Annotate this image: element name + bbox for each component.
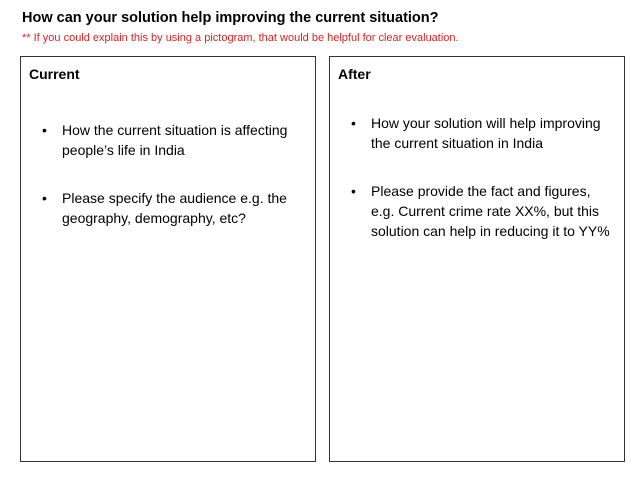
after-heading: After	[338, 66, 371, 82]
current-bullet-text: How the current situation is affecting people’s life in India	[62, 122, 288, 158]
current-panel	[20, 56, 316, 462]
after-bullet-item	[344, 113, 614, 153]
current-bullet-text: Please specify the audience e.g. the geography, demography, etc?	[62, 190, 287, 226]
page-title: How can your solution help improving the current situation?	[22, 10, 439, 26]
after-bullet-text: Please provide the fact and figures, e.g. Current crime rate XX%, but this solution can help in reducing it to YY%	[371, 183, 610, 239]
current-heading: Current	[29, 66, 80, 82]
evaluation-note: ** If you could explain this by using a pictogram, that would be helpful for clear evaluation.	[22, 32, 459, 44]
after-bullet-text: How your solution will help improving the current situation in India	[371, 115, 601, 151]
current-bullet-item	[35, 188, 305, 228]
bullet-icon: •	[42, 190, 47, 206]
after-bullet-item	[344, 181, 614, 241]
after-bullet-list	[344, 113, 614, 269]
bullet-icon: •	[351, 183, 356, 199]
current-bullet-list	[35, 120, 305, 256]
after-panel	[329, 56, 625, 462]
current-bullet-item	[35, 120, 305, 160]
bullet-icon: •	[42, 122, 47, 138]
bullet-icon: •	[351, 115, 356, 131]
